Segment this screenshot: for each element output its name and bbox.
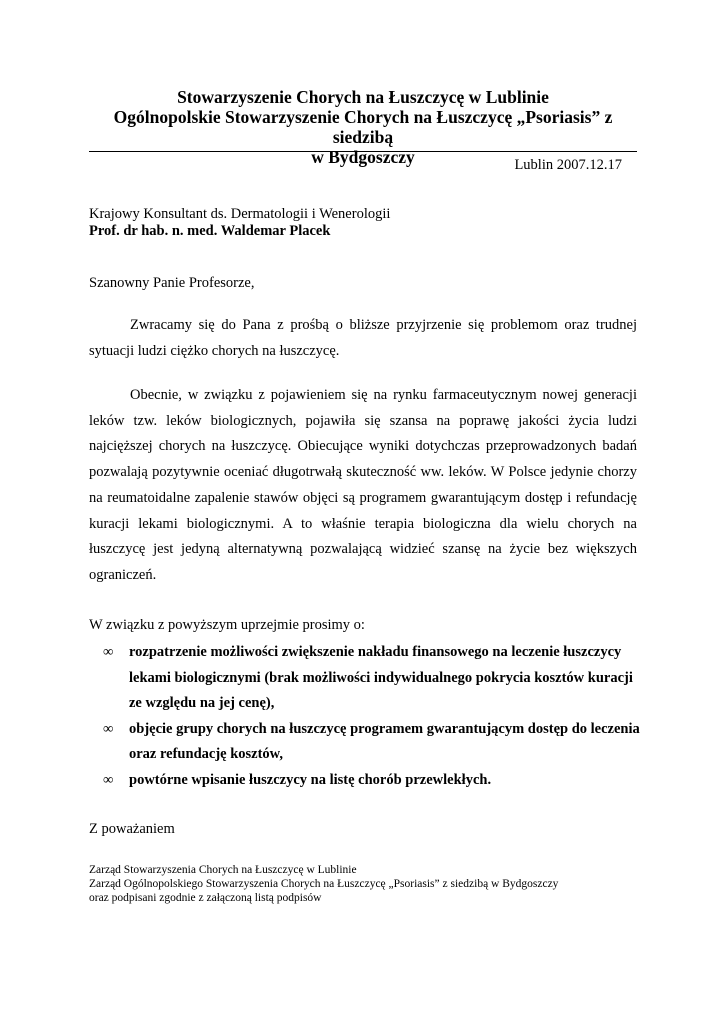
infinity-bullet-icon: ∞	[103, 644, 114, 660]
signature-line-3: oraz podpisani zgodnie z załączoną listą podpisów	[89, 892, 322, 904]
signature-block	[89, 863, 689, 905]
list-item-text: powtórne wpisanie łuszczycy na listę chorób przewlekłych.	[129, 771, 492, 788]
requests-list	[89, 640, 649, 793]
letterhead-divider	[89, 151, 637, 152]
paragraph-2	[89, 383, 637, 589]
letterhead	[89, 87, 637, 167]
signature-line-1: Zarząd Stowarzyszenia Chorych na Łuszczycę w Lublinie	[89, 864, 357, 876]
list-item	[89, 717, 649, 768]
letterhead-line-3: w Bydgoszczy	[311, 147, 415, 167]
letterhead-line-1: Stowarzyszenie Chorych na Łuszczycę w Lublinie	[177, 87, 549, 107]
infinity-bullet-icon: ∞	[103, 720, 114, 737]
closing: Z poważaniem	[89, 821, 175, 837]
recipient-name: Prof. dr hab. n. med. Waldemar Placek	[89, 223, 331, 239]
paragraph-1-text: Zwracamy się do Pana z prośbą o bliższe przyjrzenie się problemom oraz trudnej sytuacji ludzi ciężko chorych na łuszczycę.	[89, 317, 637, 359]
list-item	[89, 640, 649, 717]
requests-intro: W związku z powyższym uprzejmie prosimy o:	[89, 617, 365, 633]
list-item	[89, 768, 649, 794]
letterhead-line-2: Ogólnopolskie Stowarzyszenie Chorych na Łuszczycę „Psoriasis” z siedzibą	[113, 107, 613, 147]
salutation: Szanowny Panie Profesorze,	[89, 275, 255, 291]
paragraph-1	[89, 313, 637, 364]
list-item-text: rozpatrzenie możliwości zwiększenie nakładu finansowego na leczenie łuszczycy lekami biologicznymi (brak możliwości indywidualnego pokrycia kosztów kuracji ze względu na jej cenę),	[129, 644, 633, 711]
recipient-block	[89, 206, 637, 240]
list-item-text: objęcie grupy chorych na łuszczycę programem gwarantującym dostęp do leczenia oraz refundację kosztów,	[129, 720, 640, 762]
infinity-bullet-icon: ∞	[103, 771, 114, 788]
signature-line-2: Zarząd Ogólnopolskiego Stowarzyszenia Chorych na Łuszczycę „Psoriasis” z siedzibą w Bydgoszczy	[89, 878, 559, 890]
recipient-title: Krajowy Konsultant ds. Dermatologii i Wenerologii	[89, 206, 391, 222]
letter-date: Lublin 2007.12.17	[514, 157, 622, 173]
paragraph-2-text: Obecnie, w związku z pojawieniem się na rynku farmaceutycznym nowej generacji leków tzw. leków biologicznych, pojawiła się szansa na poprawę jakości życia ludzi najcięższej chorych na łuszczycę. Obiecujące wyniki dotychczas przeprowadzonych badań pozwalają pozytywnie oceniać długotrwałą skuteczność ww. leków. W Polsce jedynie chorzy na reumatoidalne zapalenie stawów objęci są programem gwarantującym dostęp i refundację kuracji lekami biologicznymi. A to właśnie terapia biologiczna dla wielu chorych na łuszczycę jest jedyną alternatywną pozwalającą widzieć szansę na życie bez większych ograniczeń.	[89, 387, 637, 583]
